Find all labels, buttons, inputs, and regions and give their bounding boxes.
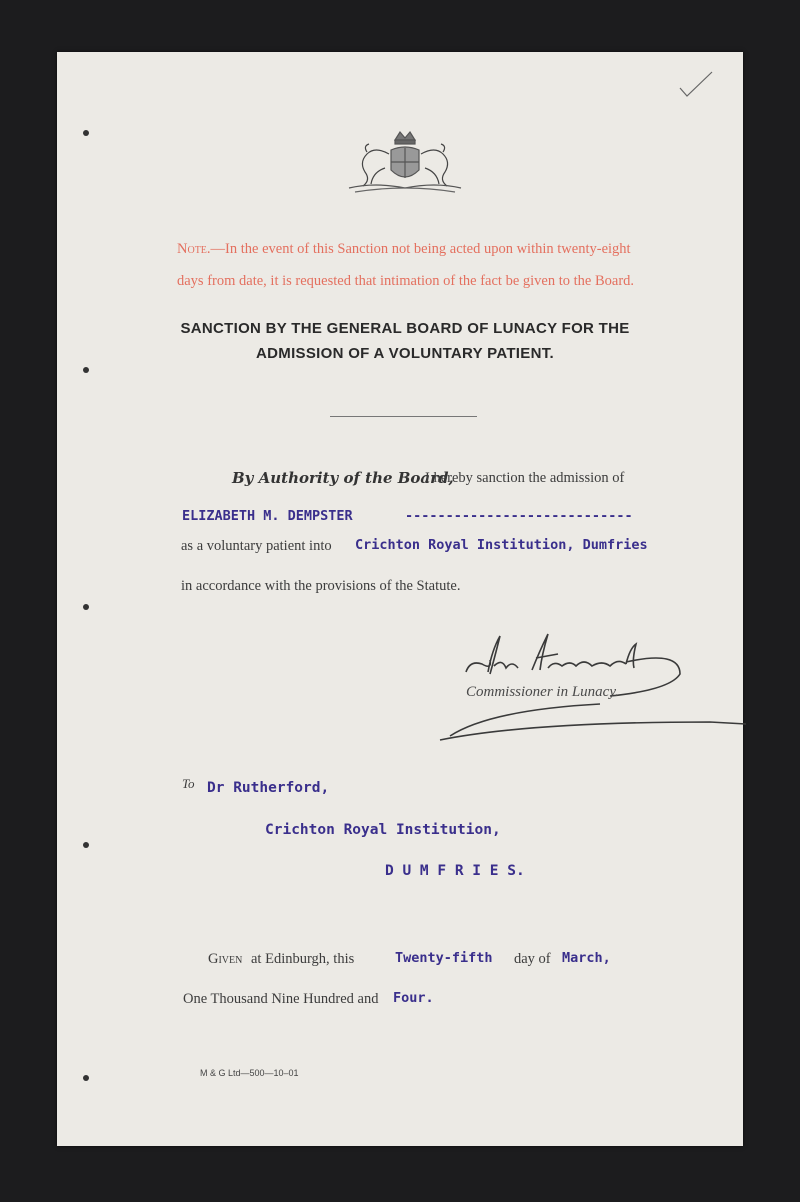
- binder-hole: [83, 1075, 89, 1081]
- authority-phrase: By Authority of the Board,: [232, 469, 454, 487]
- sanction-text: I hereby sanction the admission of: [425, 470, 625, 486]
- institution-name: Crichton Royal Institution, Dumfries: [355, 537, 648, 553]
- divider: [330, 416, 477, 417]
- binder-hole: [83, 842, 89, 848]
- given-day-of: day of: [514, 951, 551, 967]
- document-page: [57, 52, 743, 1146]
- note-label: Note.: [177, 241, 211, 257]
- sanction-note: [177, 233, 647, 297]
- binder-hole: [83, 130, 89, 136]
- addressee-institution: Crichton Royal Institution,: [265, 822, 501, 838]
- binder-hole: [83, 367, 89, 373]
- voluntary-text: as a voluntary patient into: [181, 538, 332, 554]
- royal-crest-icon: [345, 128, 465, 198]
- title-line-2: ADMISSION OF A VOLUNTARY PATIENT.: [256, 345, 554, 362]
- patient-name-dashes: ----------------------------: [405, 508, 633, 524]
- given-month: March,: [562, 950, 611, 966]
- addressee-name: Dr Rutherford,: [207, 780, 330, 796]
- given-day: Twenty-fifth: [395, 950, 493, 966]
- title-line-1: SANCTION BY THE GENERAL BOARD OF LUNACY FOR THE: [180, 320, 630, 337]
- given-year-text: One Thousand Nine Hundred and: [183, 991, 379, 1007]
- note-text: —In the event of this Sanction not being acted upon within twenty-eight days from date, it is requested that intimation of the fact be given to the Board.: [177, 241, 635, 289]
- given-place: at Edinburgh, this: [251, 951, 355, 967]
- given-year: Four.: [393, 990, 434, 1006]
- printer-imprint: M & G Ltd—500—10–01: [200, 1068, 299, 1078]
- addressee-town: D U M F R I E S.: [385, 863, 525, 879]
- signature-caption: Commissioner in Lunacy.: [466, 684, 619, 700]
- check-mark-icon: [678, 70, 714, 100]
- statute-text: in accordance with the provisions of the Statute.: [181, 578, 461, 594]
- patient-name: ELIZABETH M. DEMPSTER: [182, 508, 353, 524]
- to-label: To: [182, 776, 195, 791]
- given-label: Given: [208, 951, 243, 967]
- binder-hole: [83, 604, 89, 610]
